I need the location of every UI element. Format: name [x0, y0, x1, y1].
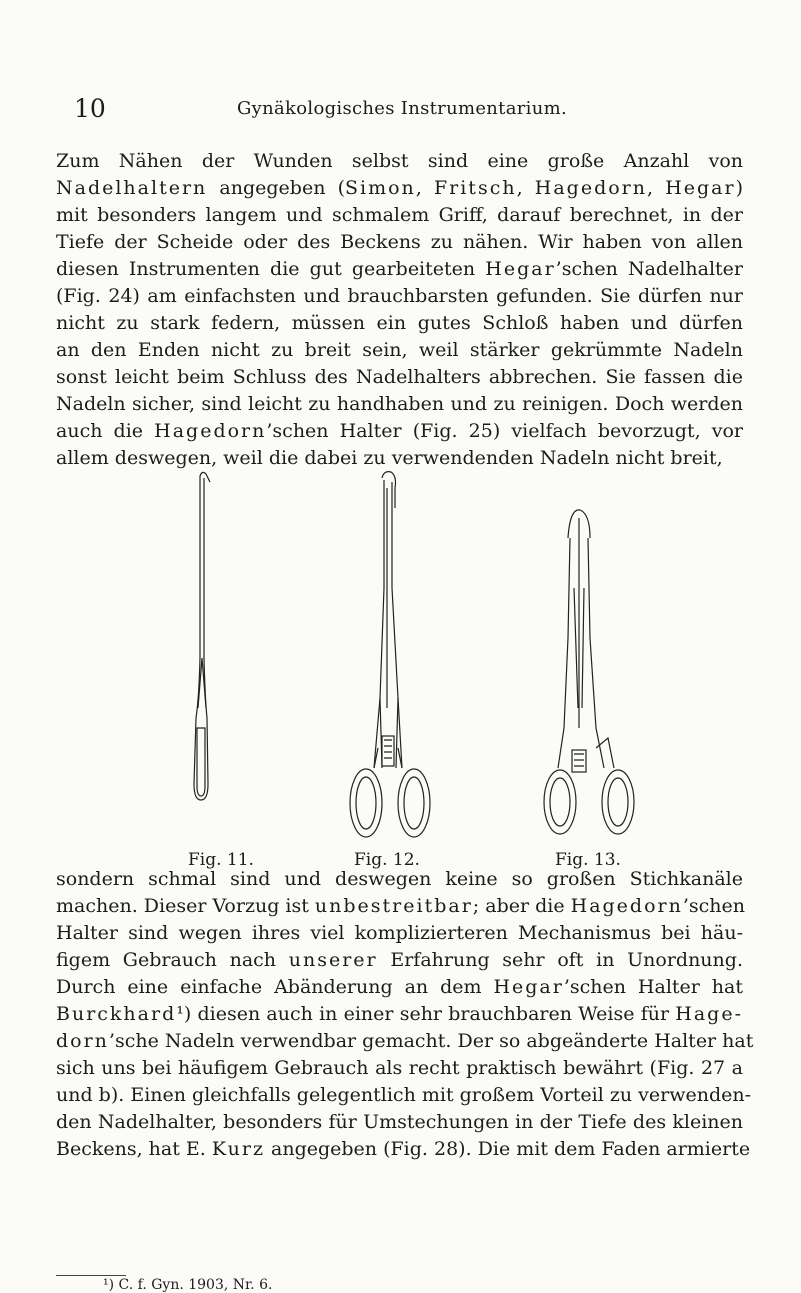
figure-11-needle-holder — [180, 468, 240, 848]
text-line — [56, 391, 743, 418]
spaced-name: Hagedorn — [154, 420, 267, 442]
figure-13-needle-holder — [534, 468, 644, 848]
text-segment: figem Gebrauch nach — [56, 949, 289, 971]
spaced-name: Burckhard — [56, 1003, 177, 1025]
text-segment: Halter sind wegen ihres viel komplizierteren Mechanismus bei häu- — [56, 922, 743, 944]
text-line — [56, 229, 743, 256]
text-segment: angegeben (Fig. 28). Die mit dem Faden armierte — [264, 1138, 751, 1160]
running-title: Gynäkologisches Instrumentarium. — [236, 98, 567, 119]
figure-11-caption: Fig. 11. — [188, 850, 254, 870]
text-segment: ’schen — [682, 895, 746, 917]
text-segment: ’schen Nadelhalter — [555, 258, 743, 280]
text-line — [56, 256, 743, 283]
text-segment: allem deswegen, weil die dabei zu verwendenden Nadeln nicht breit, — [56, 447, 723, 469]
text-line — [56, 148, 743, 175]
text-segment: diesen Instrumenten die gut gearbeiteten — [56, 258, 486, 280]
text-line — [56, 175, 743, 202]
text-segment: ’schen Halter hat — [563, 976, 743, 998]
spaced-name: unbestreitbar — [314, 895, 473, 917]
spaced-name: Fritsch — [433, 177, 517, 199]
text-segment: , — [516, 177, 535, 199]
spaced-name: Hagedorn — [570, 895, 683, 917]
text-segment: nicht zu stark federn, müssen ein gutes Schloß haben und dürfen — [56, 312, 743, 334]
text-segment: ; aber die — [472, 895, 571, 917]
text-segment: auch die — [56, 420, 155, 442]
text-line — [56, 283, 743, 310]
text-segment: Tiefe der Scheide oder des Beckens zu nähen. Wir haben von allen — [56, 231, 743, 253]
page-header — [72, 94, 732, 128]
spaced-name: unserer — [288, 949, 378, 971]
page-number: 10 — [74, 94, 106, 123]
text-segment: ’schen Halter (Fig. 25) vielfach bevorzugt, vor — [266, 420, 743, 442]
spaced-name: Hegar — [665, 177, 736, 199]
text-segment: ’sche Nadeln verwendbar gemacht. Der so abgeänderte Halter hat — [108, 1030, 754, 1052]
text-line — [56, 310, 743, 337]
text-line — [56, 1082, 752, 1109]
footnote: ¹) C. f. Gyn. 1903, Nr. 6. — [103, 1277, 273, 1293]
text-line — [56, 947, 743, 974]
text-segment: , — [647, 177, 666, 199]
text-segment: angegeben ( — [207, 177, 345, 199]
text-line — [56, 1136, 751, 1163]
spaced-name: Nadelhaltern — [56, 177, 208, 199]
text-segment: sich uns bei häufigem Gebrauch als recht praktisch bewährt (Fig. 27 a — [56, 1057, 743, 1079]
text-line — [56, 202, 743, 229]
text-line — [56, 866, 743, 893]
text-segment: sonst leicht beim Schluss des Nadelhalters abbrechen. Sie fassen die — [56, 366, 743, 388]
spaced-name: Hagedorn — [534, 177, 647, 199]
text-segment: , — [415, 177, 434, 199]
text-line — [56, 893, 746, 920]
text-segment: (Fig. 24) am einfachsten und brauchbarsten gefunden. Sie dürfen nur — [56, 285, 743, 307]
text-segment: und b). Einen gleichfalls gelegentlich mit großem Vorteil zu verwenden- — [56, 1084, 752, 1106]
text-line — [56, 1055, 743, 1082]
text-segment: den Nadelhalter, besonders für Umstechungen in der Tiefe des kleinen — [56, 1111, 743, 1133]
spaced-name: Hage- — [675, 1003, 743, 1025]
text-line — [56, 1109, 743, 1136]
footnote-rule — [56, 1275, 126, 1276]
spaced-name: dorn — [56, 1030, 109, 1052]
text-segment: Erfahrung sehr oft in Unordnung. — [377, 949, 743, 971]
text-segment: ¹) diesen auch in einer sehr brauchbaren Weise für — [176, 1003, 676, 1025]
text-line — [56, 920, 743, 947]
paragraph-2 — [56, 866, 754, 1163]
text-line — [56, 364, 743, 391]
figure-12-needle-holder — [334, 468, 444, 848]
spaced-name: Simon — [344, 177, 416, 199]
text-segment: an den Enden nicht zu breit sein, weil stärker gekrümmte Nadeln — [56, 339, 743, 361]
text-line — [56, 974, 743, 1001]
text-line — [56, 1028, 754, 1055]
text-line — [56, 418, 743, 445]
figure-12-caption: Fig. 12. — [354, 850, 420, 870]
spaced-name: Hegar — [493, 976, 564, 998]
text-segment: Nadeln sicher, sind leicht zu handhaben und zu reinigen. Doch werden — [56, 393, 743, 415]
text-line — [56, 337, 743, 364]
text-segment: Beckens, hat E. — [56, 1138, 212, 1160]
text-segment: machen. Dieser Vorzug ist — [56, 895, 315, 917]
text-segment: mit besonders langem und schmalem Griff, darauf berechnet, in der — [56, 204, 743, 226]
spaced-name: Hegar — [485, 258, 556, 280]
figure-13-caption: Fig. 13. — [555, 850, 621, 870]
spaced-name: Kurz — [211, 1138, 265, 1160]
text-segment: Durch eine einfache Abänderung an dem — [56, 976, 494, 998]
text-line — [56, 1001, 743, 1028]
paragraph-1 — [56, 148, 743, 472]
text-segment: sondern schmal sind und deswegen keine so großen Stichkanäle — [56, 868, 743, 890]
text-segment: Zum Nähen der Wunden selbst sind eine große Anzahl von — [56, 150, 743, 172]
text-segment: ) — [735, 177, 743, 199]
